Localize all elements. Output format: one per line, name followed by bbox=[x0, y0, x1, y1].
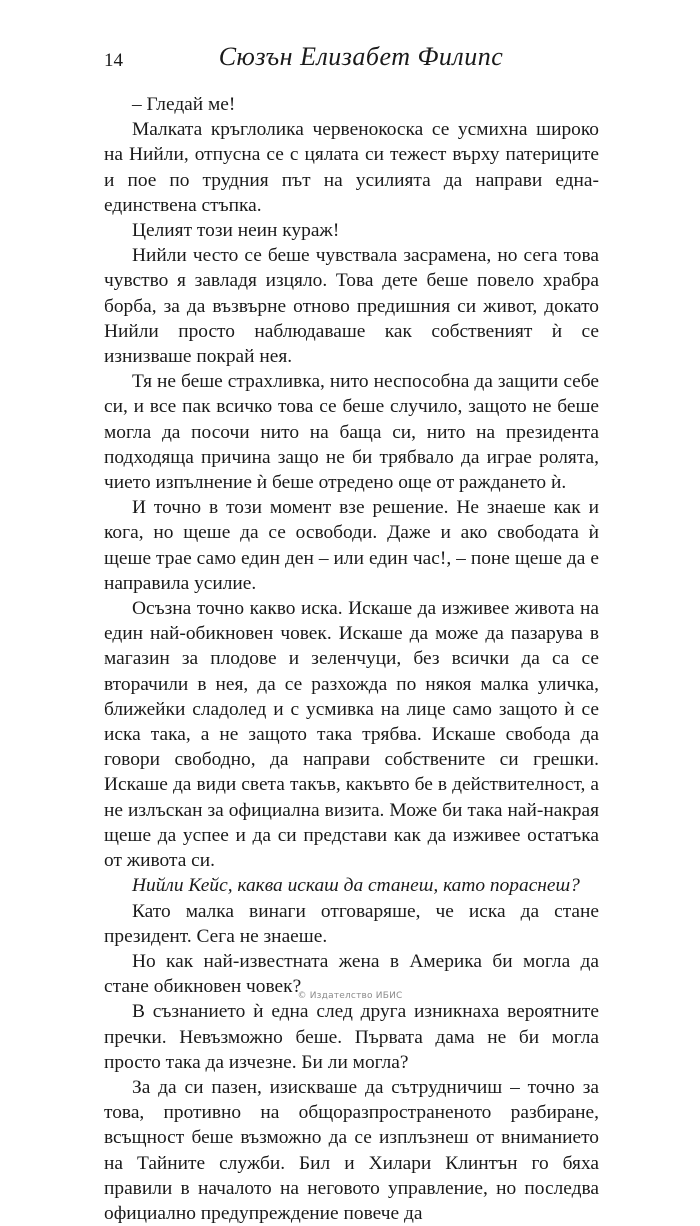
body-text bbox=[104, 92, 599, 1226]
paragraph: Като малка винаги отговаряше, че иска да стане президент. Сега не знаеше. bbox=[104, 900, 599, 947]
paragraph: Целият този неин кураж! bbox=[132, 220, 340, 242]
paragraph: В съзнанието ѝ една след друга изникнаха вероятните пречки. Невъзможно беше. Първата дама не би могла просто така да изчезне. Би ли могла? bbox=[104, 1001, 599, 1073]
paragraph: И точно в този момент взе решение. Не знаеше как и кога, но щеше да се освободи. Даже и ако свободата ѝ щеше трае само един ден – или един час!, – поне щеше да е направила усилие. bbox=[104, 497, 599, 594]
paragraph: За да си пазен, изискваше да сътрудничиш – точно за това, противно на общоразпространеното разбиране, всъщност беше възможно да се изплъзнеш от вниманието на Тайните служби. Бил и Хилари Клинтън го бяха правили в началото на неговото управление, но последва официално предупреждение повече да bbox=[104, 1076, 599, 1224]
paragraph: Но как най-известната жена в Америка би могла да стане обикновен човек? bbox=[104, 950, 599, 998]
paragraph: – Гледай ме! bbox=[132, 94, 236, 115]
running-head-author: Сюзън Елизабет Филипс bbox=[218, 42, 504, 71]
page-number: 14 bbox=[104, 50, 123, 71]
publisher-copyright: © Издателство ИБИС bbox=[297, 991, 403, 1001]
paragraph-italic-question: Нийли Кейс, каква искаш да станеш, като пораснеш? bbox=[132, 875, 580, 897]
paragraph: Тя не беше страхливка, нито неспособна да защити себе си, и все пак всичко това се беше случило, защото не беше могла да посочи нито на баща си, нито на президента подходяща причина защо не би трябвало да играе ролята, чието изпълнение ѝ беше отредено още от раждането ѝ. bbox=[104, 371, 599, 494]
paragraph: Нийли често се беше чувствала засрамена, но сега това чувство я завладя изцяло. Това дете беше повело храбра борба, за да възвърне отново предишния си живот, докато Нийли просто наблюдаваше как собственият ѝ се изнизваше покрай нея. bbox=[104, 245, 599, 368]
paragraph: Осъзна точно какво иска. Искаше да изживее живота на един най-обикновен човек. Искаше да може да пазарува в магазин за плодове и зеленчуци, без всички да са се вторачили в нея, да се разхожда по някоя малка уличка, ближейки сладолед и с усмивка на лице само защото ѝ се иска така, а не защото така трябва. Искаше свобода да говори свободно, да направи собствените си грешки. Искаше да види света такъв, какъвто бе в действителност, а не излъскан за официална визита. Може би така най-накрая щеше да успее и да си представи как да изживее остатъка от живота си. bbox=[104, 598, 599, 872]
paragraph: Малката кръглолика червенокоска се усмихна широко на Нийли, отпусна се с цялата си тежест върху патериците и пое по трудния път на усилията да направи една-единствена стъпка. bbox=[104, 119, 599, 216]
page-header bbox=[0, 40, 700, 80]
